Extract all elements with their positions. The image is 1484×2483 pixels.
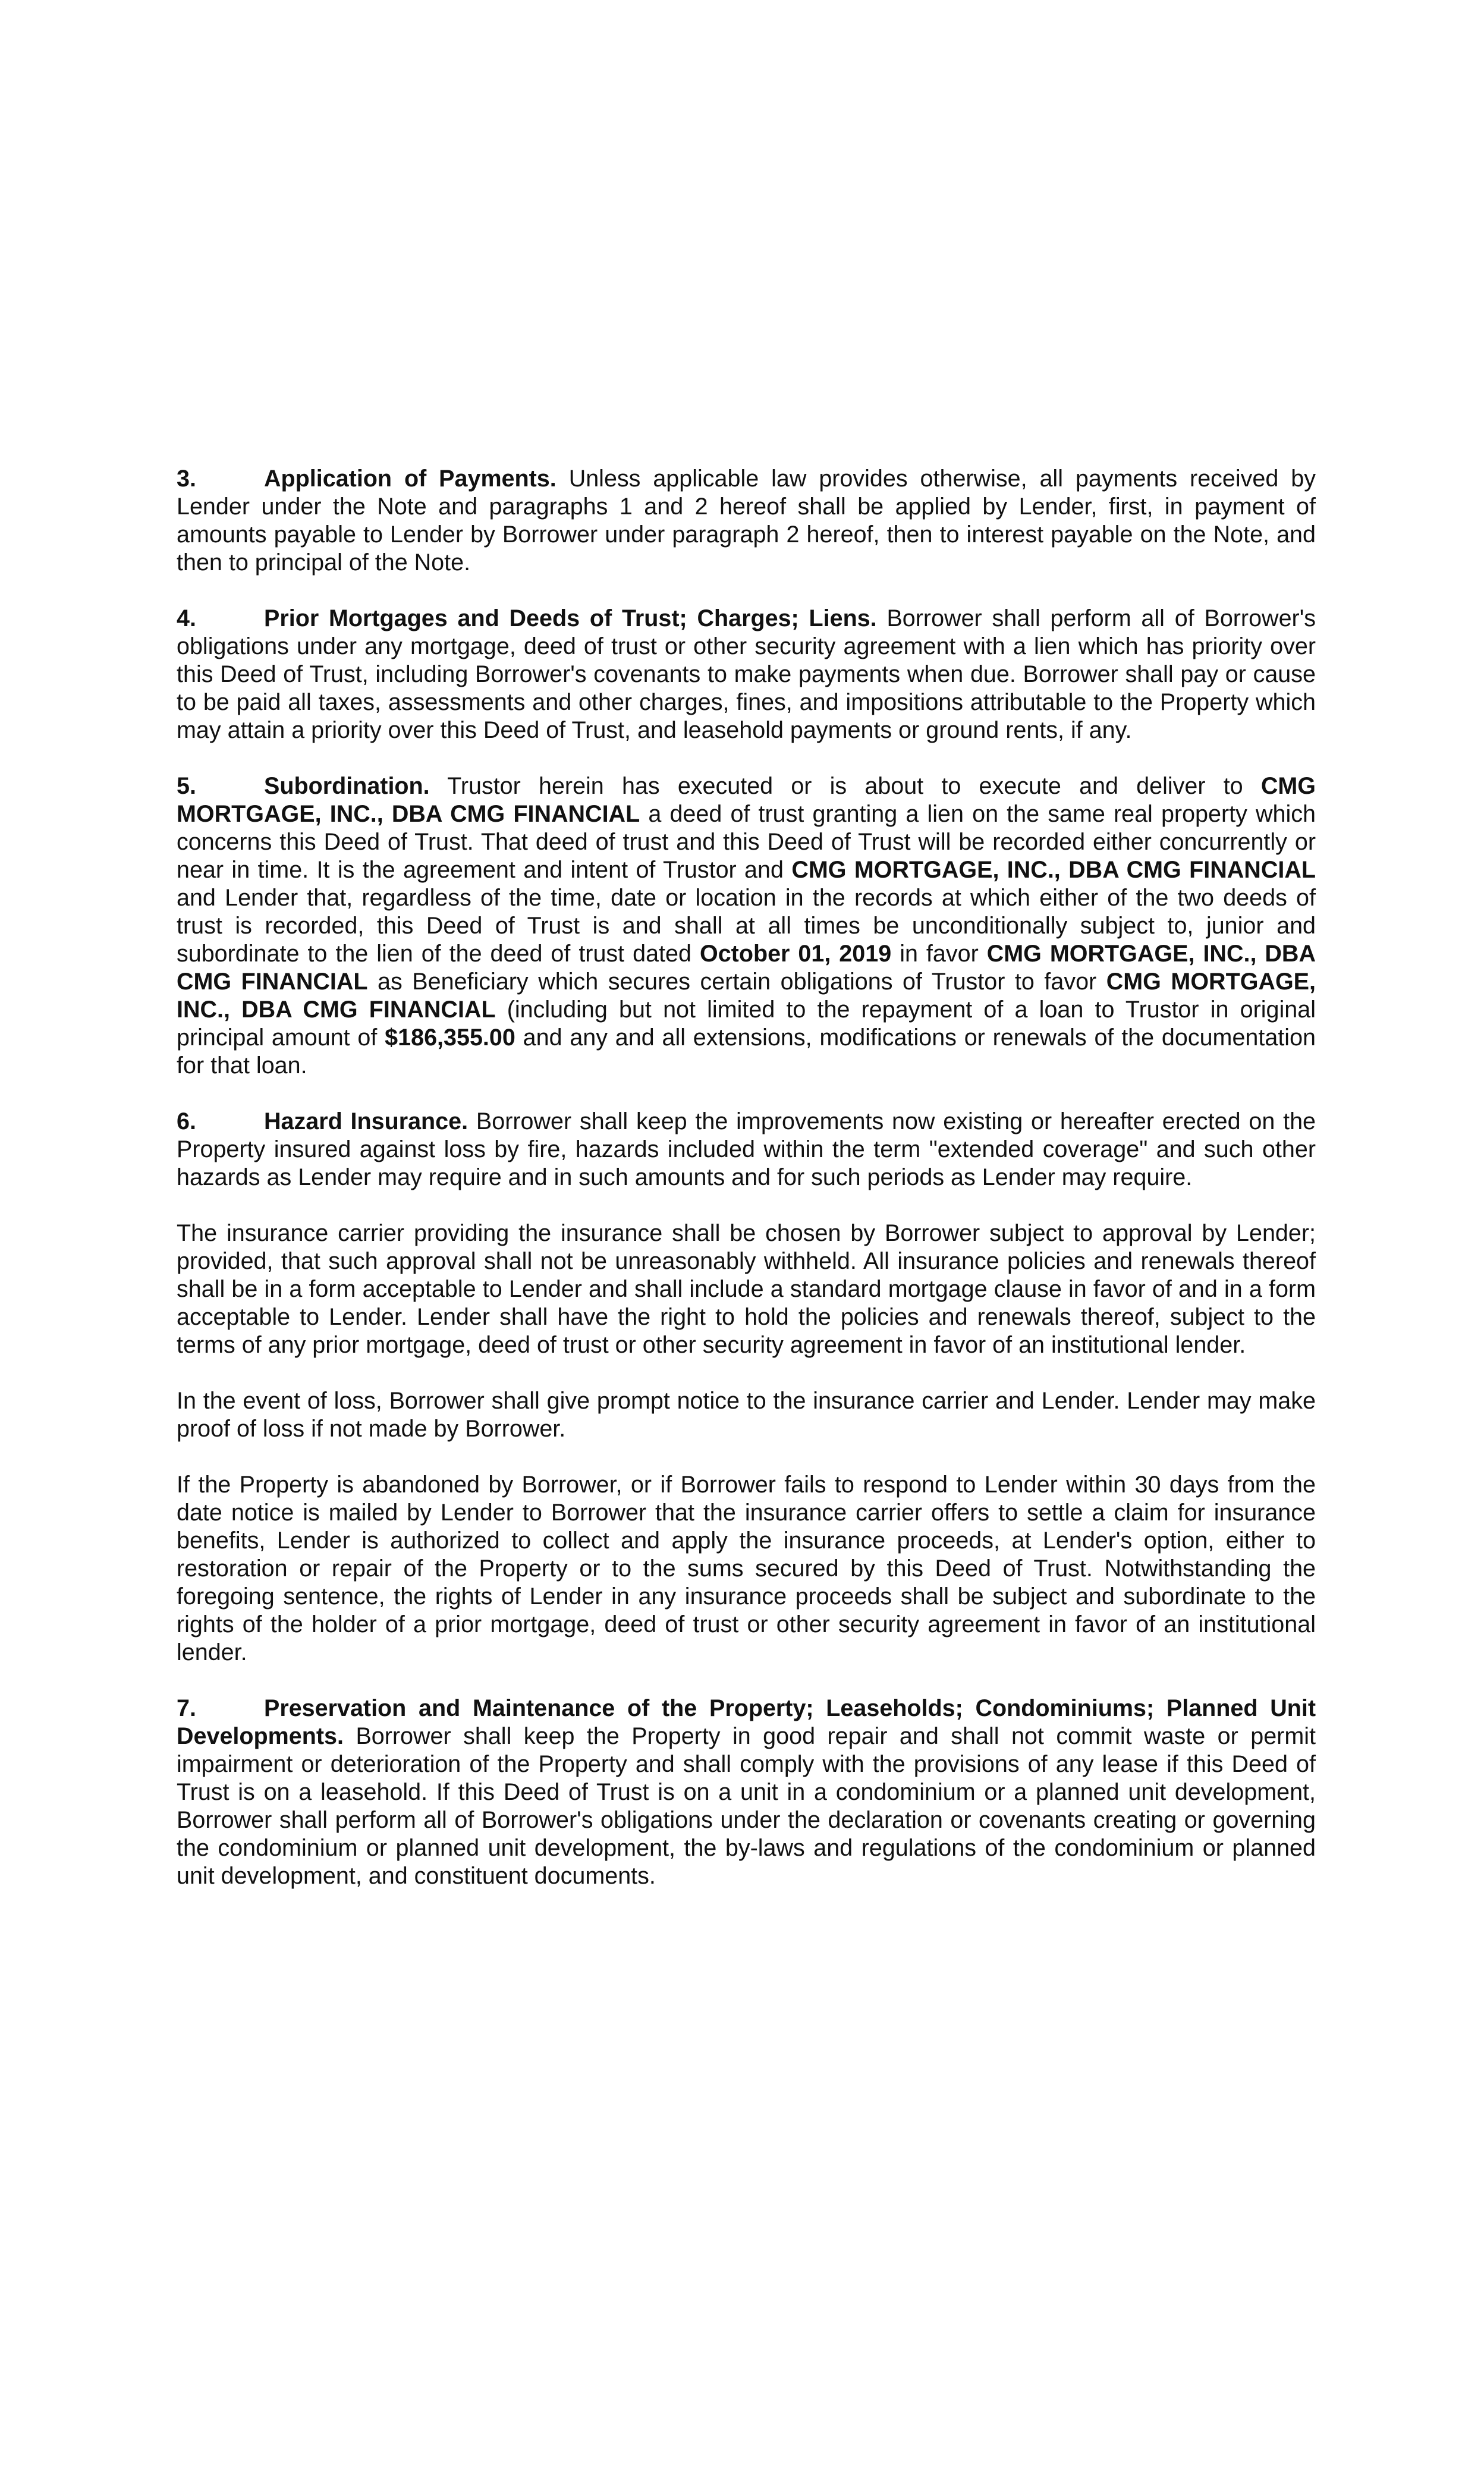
lender-name: CMG MORTGAGE, INC., DBA CMG FINANCIAL	[791, 857, 1316, 883]
section-6-event-of-loss-paragraph: In the event of loss, Borrower shall give prompt notice to the insurance carrier and Lender. Lender may make proof of loss if not made by Borrower.	[177, 1388, 1316, 1442]
loan-amount: $186,355.00	[385, 1024, 515, 1051]
section-4-prior-mortgages	[177, 605, 1316, 744]
section-text: (including but not limited to the repayment of a loan to Trustor in original principal amount of	[177, 997, 1316, 1051]
section-text: and Lender that, regardless of the time, date or location in the records at which either of the two deeds of trust is recorded, this Deed of Trust is and shall at all times be unconditionally subject to, junior and subordinate to the lien of the deed of trust dated	[177, 885, 1316, 967]
section-text: Borrower shall perform all of Borrower's obligations under any mortgage, deed of trust or other security agreement with a lien which has priority over this Deed of Trust, including Borrower's covenants to make payments when due. Borrower shall pay or cause to be paid all taxes, assessments and other charges, fines, and impositions attributable to the Property which may attain a priority over this Deed of Trust, and leasehold payments or ground rents, if any.	[177, 605, 1316, 743]
section-text: and any and all extensions, modifications or renewals of the documentation for that loan.	[177, 1024, 1316, 1079]
section-7-preservation-and-maintenance	[177, 1695, 1316, 1890]
section-text: Borrower shall keep the improvements now existing or hereafter erected on the Property insured against loss by fire, hazards included within the term "extended coverage" and such other hazards as Lender may require and in such amounts and for such periods as Lender may require.	[177, 1108, 1316, 1190]
section-text: a deed of trust granting a lien on the same real property which concerns this Deed of Trust. That deed of trust and this Deed of Trust will be recorded either concurrently or near in time. It is the agreement and intent of Trustor and	[177, 801, 1316, 883]
lender-name: CMG MORTGAGE, INC., DBA CMG FINANCIAL	[177, 941, 1316, 995]
section-heading: Hazard Insurance.	[264, 1108, 469, 1134]
section-text: Borrower shall keep the Property in good repair and shall not commit waste or permit impairment or deterioration of the Property and shall comply with the provisions of any lease if this Deed of Trust is on a leasehold. If this Deed of Trust is on a unit in a condominium or a planned unit development, Borrower shall perform all of Borrower's obligations under the declaration or covenants creating or governing the condominium or planned unit development, the by-laws and regulations of the condominium or planned unit development, and constituent documents.	[177, 1723, 1316, 1889]
section-6-insurance-carrier-paragraph: The insurance carrier providing the insurance shall be chosen by Borrower subject to approval by Lender; provided, that such approval shall not be unreasonably withheld. All insurance policies and renewals thereof shall be in a form acceptable to Lender and shall include a standard mortgage clause in favor of and in a form acceptable to Lender. Lender shall have the right to hold the policies and renewals thereof, subject to the terms of any prior mortgage, deed of trust or other security agreement in favor of an institutional lender.	[177, 1220, 1316, 1358]
section-number: 7.	[177, 1695, 196, 1721]
section-5-subordination	[177, 772, 1316, 1080]
section-text: Trustor herein has executed or is about to execute and deliver to	[447, 773, 1243, 799]
section-heading: Preservation and Maintenance of the Property; Leaseholds; Condominiums; Planned Unit Developments.	[177, 1695, 1316, 1749]
deed-date: October 01, 2019	[699, 941, 892, 967]
section-heading: Subordination.	[264, 773, 430, 799]
section-text: in favor	[900, 941, 979, 967]
section-number: 6.	[177, 1108, 196, 1134]
section-heading: Application of Payments.	[264, 466, 556, 492]
section-number: 4.	[177, 605, 196, 631]
section-text: Unless applicable law provides otherwise, all payments received by Lender under the Note and paragraphs 1 and 2 hereof shall be applied by Lender, first, in payment of amounts payable to Lender by Borrower under paragraph 2 hereof, then to interest payable on the Note, and then to principal of the Note.	[177, 466, 1316, 576]
section-3-application-of-payments	[177, 465, 1316, 577]
lender-name: CMG MORTGAGE, INC., DBA CMG FINANCIAL	[177, 773, 1316, 827]
section-text: as Beneficiary which secures certain obligations of Trustor to favor	[378, 969, 1097, 995]
section-heading: Prior Mortgages and Deeds of Trust; Charges; Liens.	[264, 605, 877, 631]
section-number: 3.	[177, 466, 196, 492]
section-number: 5.	[177, 773, 196, 799]
section-6-abandonment-paragraph: If the Property is abandoned by Borrower, or if Borrower fails to respond to Lender within 30 days from the date notice is mailed by Lender to Borrower that the insurance carrier offers to settle a claim for insurance benefits, Lender is authorized to collect and apply the insurance proceeds, at Lender's option, either to restoration or repair of the Property or to the sums secured by this Deed of Trust. Notwithstanding the foregoing sentence, the rights of Lender in any insurance proceeds shall be subject and subordinate to the rights of the holder of a prior mortgage, deed of trust or other security agreement in favor of an institutional lender.	[177, 1472, 1316, 1665]
section-6-hazard-insurance	[177, 1108, 1316, 1192]
lender-name: CMG MORTGAGE, INC., DBA CMG FINANCIAL	[177, 969, 1316, 1023]
document-body	[177, 465, 1316, 1890]
